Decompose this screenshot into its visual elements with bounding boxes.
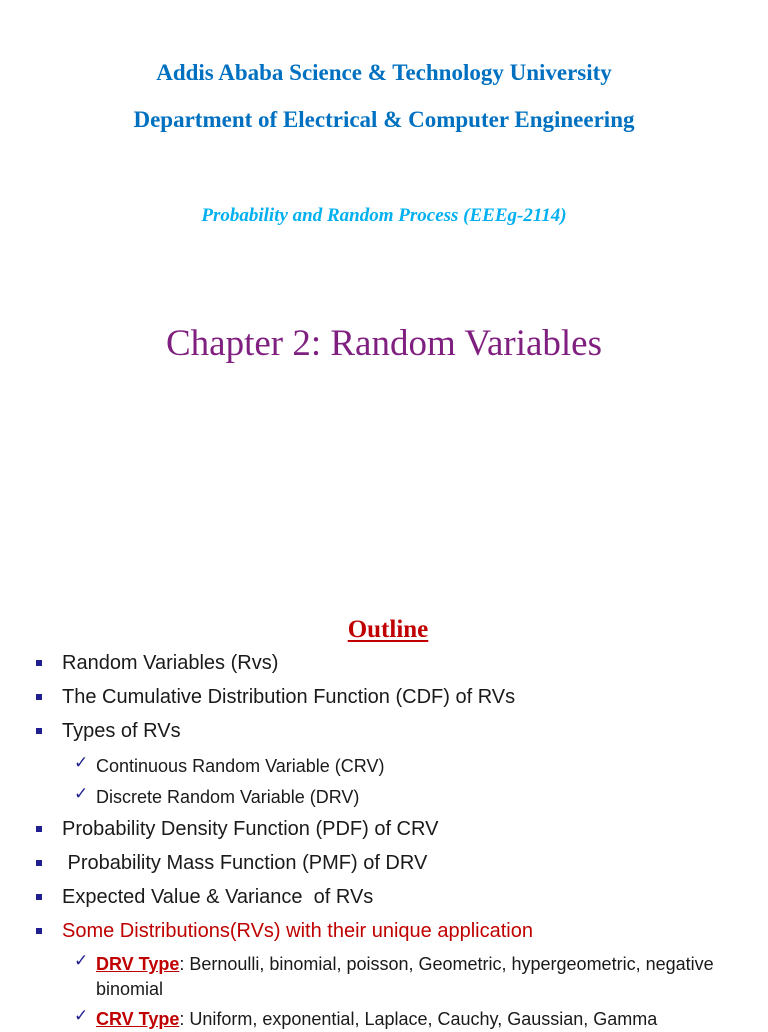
sub-list-item-drv: ✓ DRV Type: Bernoulli, binomial, poisson, Geometric, hypergeometric, negative binomial [74, 951, 714, 999]
square-bullet-icon [36, 860, 42, 866]
checkmark-icon: ✓ [74, 951, 89, 971]
checkmark-icon: ✓ [74, 784, 89, 804]
list-item: Random Variables (Rvs) [62, 652, 278, 675]
sub-list-item-crv: ✓ CRV Type: Uniform, exponential, Laplace, Cauchy, Gaussian, Gamma [74, 1006, 658, 1029]
sub-list-item: ✓ Discrete Random Variable (DRV) [74, 784, 360, 807]
outline-title: Outline [347, 616, 429, 643]
square-bullet-icon [36, 660, 42, 666]
list-item: Expected Value & Variance of RVs [62, 886, 373, 909]
list-item: Types of RVs [62, 720, 181, 743]
sub-list-item: ✓ Continuous Random Variable (CRV) [74, 753, 385, 776]
department-name: Department of Electrical & Computer Engineering [133, 107, 635, 132]
square-bullet-icon [36, 894, 42, 900]
list-item: The Cumulative Distribution Function (CDF) of RVs [62, 686, 515, 709]
chapter-title: Chapter 2: Random Variables [165, 323, 603, 364]
university-name: Addis Ababa Science & Technology University [156, 60, 612, 85]
outline-slide [0, 560, 768, 1029]
list-item: Probability Density Function (PDF) of CRV [62, 818, 438, 841]
list-item: Probability Mass Function (PMF) of DRV [62, 852, 427, 875]
checkmark-icon: ✓ [74, 1006, 89, 1026]
square-bullet-icon [36, 728, 42, 734]
square-bullet-icon [36, 826, 42, 832]
list-item: Some Distributions(RVs) with their unique application [62, 920, 533, 943]
checkmark-icon: ✓ [74, 753, 89, 773]
course-name: Probability and Random Process (EEEg-2114) [201, 205, 567, 226]
square-bullet-icon [36, 694, 42, 700]
square-bullet-icon [36, 928, 42, 934]
